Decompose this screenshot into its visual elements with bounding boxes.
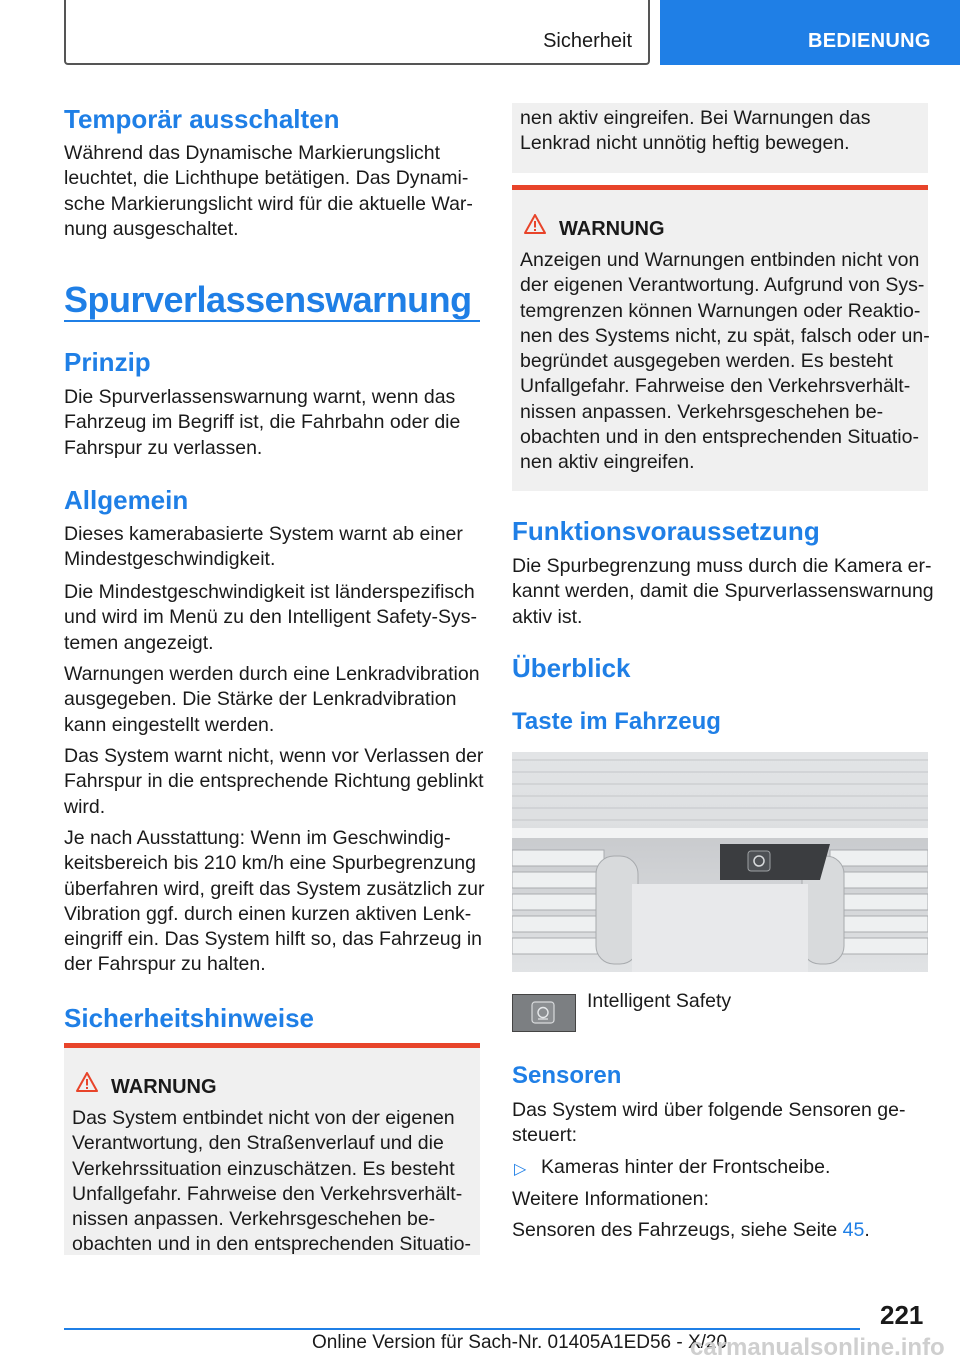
header-chapter-label: BEDIENUNG <box>808 30 931 52</box>
warning-2-text: Anzeigen und Warnungen entbinden nicht von der eigenen Verantwortung. Aufgrund von Sys- temgrenzen können Warnungen oder Reaktio- nen des Systems nicht, zu spät, falsch oder un- begründet ausgegeben werden. Es besteht Unfallgefahr. Fahrweise den Verkehrsverhält- nissen anpassen. Verkehrsgeschehen be- obachten und in den entsprechenden Situatio- nen aktiv eingreifen. <box>520 249 930 474</box>
title-rule <box>64 320 480 322</box>
overview-heading: Überblick <box>512 653 631 683</box>
warning-1-text: Das System entbindet nicht von der eigenen Verantwortung, den Straßenverlauf und die Verkehrssituation einzuschätzen. Es besteht Unfallgefahr. Fahrweise den Verkehrsverhält- nissen anpassen. Verkehrsgeschehen be- obachten und in den entsprechenden Situatio- <box>72 1107 471 1256</box>
sensor-list-item: Kameras hinter der Frontscheibe. <box>541 1156 831 1178</box>
sensors-text: Das System wird über folgende Sensoren ge- steuert: <box>512 1099 906 1147</box>
allgemein-p2: Die Mindestgeschwindigkeit ist länderspezifisch und wird im Menü zu den Intelligent Safety-Sys- temen angezeigt. <box>64 581 477 654</box>
page-title: Spurverlassenswarnung <box>64 279 472 320</box>
footer-online-version: Online Version für Sach-Nr. 01405A1ED56 - X/20 <box>312 1332 728 1353</box>
allgemein-p5: Je nach Ausstattung: Wenn im Geschwindig- keitsbereich bis 210 km/h eine Spurbegrenzung überfahren wird, greift das System zusätzlich zur Vibration ggf. durch einen kurzen aktiven Lenk- eingriff ein. Das System hilft so, das Fahrzeug in der Fahrspur zu halten. <box>64 827 485 976</box>
header-section-box <box>64 0 650 65</box>
sensors-heading: Sensoren <box>512 1062 622 1089</box>
header-section-title: Sicherheit <box>543 30 632 52</box>
allgemein-p1: Dieses kamerabasierte System warnt ab einer Mindestgeschwindigkeit. <box>64 523 463 571</box>
page-number: 221 <box>880 1300 924 1330</box>
sensor-reference: Sensoren des Fahrzeugs, siehe Seite 45. <box>512 1219 870 1241</box>
allgemein-p3: Warnungen werden durch eine Lenkradvibration ausgegeben. Die Stärke der Lenkradvibration kann eingestellt werden. <box>64 663 480 736</box>
button-in-vehicle-heading: Taste im Fahrzeug <box>512 708 721 735</box>
vehicle-button-photo <box>512 752 928 972</box>
bullet-triangle-icon: ▷ <box>514 1161 527 1178</box>
warning-1-heading: WARNUNG <box>111 1076 217 1098</box>
button-label: Intelligent Safety <box>587 990 732 1012</box>
function-requirement-text: Die Spurbegrenzung muss durch die Kamera er- kannt werden, damit die Spurverlassenswarnung aktiv ist. <box>512 555 934 628</box>
temp-off-heading: Temporär ausschalten <box>64 104 340 134</box>
warning-box-1 <box>64 1043 480 1255</box>
function-requirement-heading: Funktionsvoraussetzung <box>512 516 820 546</box>
page-link-45[interactable]: 45 <box>842 1219 865 1241</box>
lane-assist-icon <box>512 994 576 1032</box>
header-chapter-tab <box>660 0 960 65</box>
warning-box-1-continued <box>512 103 928 173</box>
warning-triangle-icon <box>524 214 546 234</box>
more-info-label: Weitere Informationen: <box>512 1188 709 1210</box>
allgemein-p4: Das System warnt nicht, wenn vor Verlassen der Fahrspur in die entsprechende Richtung geblinkt wird. <box>64 745 484 818</box>
allgemein-heading: Allgemein <box>64 485 189 515</box>
warning-box-2 <box>512 185 928 491</box>
warning-1-text-continued: nen aktiv eingreifen. Bei Warnungen das Lenkrad nicht unnötig heftig bewegen. <box>520 107 871 155</box>
watermark: carmanualsonline.info <box>690 1334 945 1361</box>
warning-2-heading: WARNUNG <box>559 218 665 240</box>
temp-off-text: Während das Dynamische Markierungslicht leuchtet, die Lichthupe betätigen. Das Dynami- sche Markierungslicht wird für die aktuelle War- nung ausgeschaltet. <box>64 142 473 240</box>
prinzip-text: Die Spurverlassenswarnung warnt, wenn das Fahrzeug im Begriff ist, die Fahrbahn oder die Fahrspur zu verlassen. <box>64 386 461 459</box>
footer-rule <box>64 1328 860 1330</box>
prinzip-heading: Prinzip <box>64 347 151 377</box>
safety-heading: Sicherheitshinweise <box>64 1003 314 1033</box>
warning-triangle-icon <box>76 1072 98 1092</box>
